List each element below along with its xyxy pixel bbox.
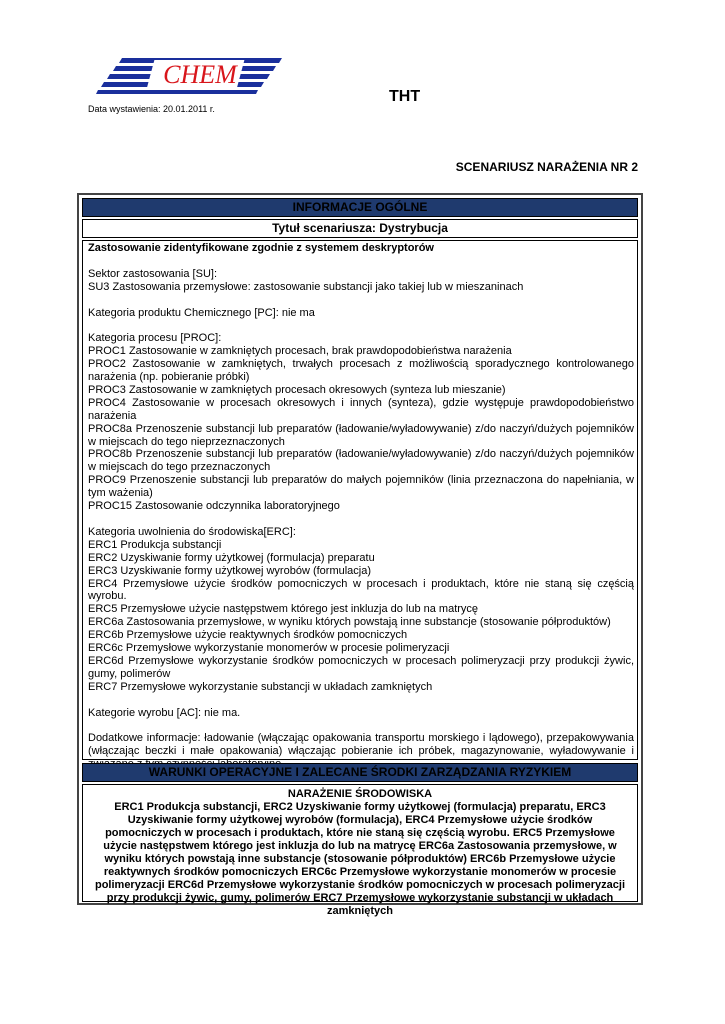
- proc-item: PROC8b Przenoszenie substancji lub preparatów (ładowanie/wyładowywanie) z/do naczyń/dużych pojemników w miejscach do tego przeznaczonych: [88, 448, 634, 474]
- erc-item: ERC7 Przemysłowe wykorzystanie substancji w układach zamkniętych: [88, 680, 433, 693]
- proc-item: PROC9 Przenoszenie substancji lub preparatów do małych pojemników (linia przeznaczona do napełniania, w tym ważenia): [88, 474, 634, 500]
- erc-item: ERC6d Przemysłowe wykorzystanie środków pomocniczych w procesach polimeryzacji przy produkcji żywic, gumy, polimerów: [88, 654, 634, 680]
- svg-text:CHEM: CHEM: [163, 60, 237, 89]
- erc-item: ERC6c Przemysłowe wykorzystanie monomerów w procesie polimeryzacji: [88, 642, 450, 655]
- su-label: Sektor zastosowania [SU]:: [88, 267, 218, 280]
- erc-item: ERC1 Produkcja substancji: [88, 538, 222, 551]
- extra-info: Dodatkowe informacje: ładowanie (włączając opakowania transportu morskiego i lądowego), przepakowywania (włączając beczki i małe opakowania) włączając pobieranie ich próbek, magazynowanie, wyładowywanie i: [88, 732, 634, 758]
- erc-item: ERC6a Zastosowania przemysłowe, w wyniku których powstają inne substancje (stosowanie półproduktów): [88, 616, 611, 629]
- su-item: SU3 Zastosowania przemysłowe: zastosowanie substancji jako takiej lub w mieszaninach: [88, 280, 524, 293]
- issue-date: Data wystawienia: 20.01.2011 r.: [88, 104, 215, 114]
- environment-exposure-box: [82, 784, 638, 917]
- scenario-frame: [77, 193, 643, 917]
- section-band-conditions: WARUNKI OPERACYJNE I ZALECANE ŚRODKI ZARZĄDZANIA RYZYKIEM: [82, 763, 638, 782]
- erc-item: ERC4 Przemysłowe użycie środków pomocniczych w procesach i produktach, które nie staną się częścią wyrobu.: [88, 577, 634, 603]
- section-band-general: INFORMACJE OGÓLNE: [82, 198, 638, 217]
- erc-item: ERC6b Przemysłowe użycie reaktywnych środków pomocniczych: [88, 629, 408, 642]
- erc-label: Kategoria uwolnienia do środowiska[ERC]:: [88, 525, 296, 538]
- erc-item: ERC3 Uzyskiwanie formy użytkowej wyrobów (formulacja): [88, 564, 372, 577]
- uses-heading: Zastosowanie zidentyfikowane zgodnie z systemem deskryptorów: [88, 242, 434, 254]
- document-title: THT: [389, 88, 421, 105]
- proc-item: PROC2 Zastosowanie w zamkniętych, trwałych procesach z możliwością sporadycznego kontrolowanego narażenia (np. pobieranie próbki): [88, 358, 634, 384]
- env-title: NARAŻENIE ŚRODOWISKA: [287, 788, 433, 800]
- proc-item: PROC4 Zastosowanie w procesach okresowych i innych (synteza), gdzie występuje prawdopodobieństwo narażenia: [88, 396, 634, 422]
- proc-item: PROC8a Przenoszenie substancji lub preparatów (ładowanie/wyładowywanie) z/do naczyń/dużych pojemników w miejscach do tego nieprzeznaczonych: [88, 422, 634, 448]
- proc-item: PROC3 Zastosowanie w zamkniętych procesach okresowych (synteza lub mieszanie): [88, 383, 506, 396]
- erc-item: ERC5 Przemysłowe użycie następstwem którego jest inkluzja do lub na matrycę: [88, 603, 479, 616]
- scenario-title: SCENARIUSZ NARAŻENIA NR 2: [455, 160, 638, 174]
- ac-line: Kategorie wyrobu [AC]: nie ma.: [88, 706, 241, 719]
- scenario-subtitle: Tytuł scenariusza: Dystrybucja: [82, 219, 638, 238]
- erc-item: ERC2 Uzyskiwanie formy użytkowej (formulacja) preparatu: [88, 551, 375, 564]
- proc-label: Kategoria procesu [PROC]:: [88, 332, 222, 345]
- general-info-body: [82, 240, 638, 760]
- proc-item: PROC1 Zastosowanie w zamkniętych procesach, brak prawdopodobieństwa narażenia: [88, 345, 512, 358]
- company-logo: [96, 54, 284, 96]
- pc-line: Kategoria produktu Chemicznego [PC]: nie ma: [88, 306, 315, 319]
- env-text: ERC1 Produkcja substancji, ERC2 Uzyskiwanie formy użytkowej (formulacja) preparatu, ERC3 Uzyskiwanie formy użytkowej wyrobów (formulacja), ERC4 Przemysłowe użycie środków pomocniczych w procesach i produktach, które nie staną się częścią wyrobu. ERC5 Przemysłowe użycie następstwem którego jest inkluzja do lub na matrycę ERC6a Zastosowania przemysłowe, w wyniku których powstają inne substancje (stosowanie półproduktów) ERC6b Przemysłowe użycie reaktywnych środków pomocniczych ERC6c Przemysłowe wykorzystanie monomerów w procesie polimeryzacji ERC6d Przemysłowe wykorzystanie środków pomocniczych w procesach polimeryzacji przy produkcji żywic, gumy, polimerów ERC7 Przemysłowe wykorzystanie substancji w układach zamkniętych: [94, 801, 626, 917]
- proc-item: PROC15 Zastosowanie odczynnika laboratoryjnego: [88, 500, 340, 513]
